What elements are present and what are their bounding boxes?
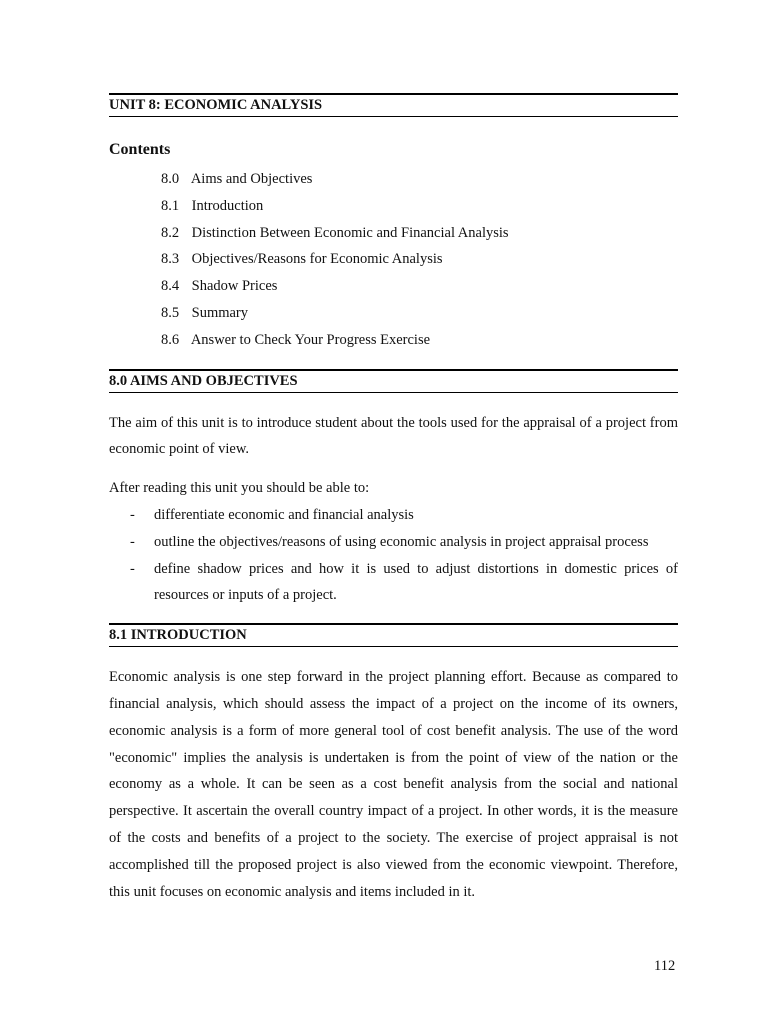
toc-label: Introduction — [191, 197, 264, 214]
aims-paragraph: The aim of this unit is to introduce student about the tools used for the appraisal of a project from economic point of view. — [109, 414, 678, 458]
toc-number: 8.5 — [161, 304, 180, 321]
toc-item — [161, 166, 678, 193]
contents-title: Contents — [109, 141, 171, 158]
toc-number: 8.1 — [161, 197, 180, 214]
aims-lead-text: After reading this unit you should be able to: — [109, 480, 370, 497]
toc-number: 8.0 — [161, 171, 180, 187]
section-heading-aims: 8.0 AIMS AND OBJECTIVES — [109, 369, 678, 393]
list-item-text: differentiate economic and financial analysis — [154, 506, 414, 523]
toc-label: Objectives/Reasons for Economic Analysis — [191, 251, 443, 268]
bullet-dash: - — [130, 560, 135, 577]
document-page — [109, 93, 678, 905]
toc-number: 8.6 — [161, 331, 180, 348]
bullet-dash: - — [130, 533, 135, 550]
toc-label: Shadow Prices — [191, 278, 278, 295]
toc-item — [161, 220, 678, 247]
objectives-list — [109, 502, 678, 609]
toc-label: Summary — [191, 304, 249, 321]
toc-item — [161, 273, 678, 300]
toc-number: 8.2 — [161, 224, 180, 241]
page-number: 112 — [654, 958, 676, 974]
unit-heading: UNIT 8: ECONOMIC ANALYSIS — [109, 93, 678, 117]
bullet-dash: - — [130, 506, 135, 523]
list-item-text: outline the objectives/reasons of using economic analysis in project appraisal process — [154, 533, 649, 550]
list-item-text: define shadow prices and how it is used to adjust distortions in domestic prices of resources or inputs of a project. — [154, 560, 678, 604]
table-of-contents — [161, 166, 678, 354]
list-item — [109, 529, 678, 556]
introduction-paragraph: Economic analysis is one step forward in the project planning effort. Because as compared to financial analysis, which should assess the impact of a project on the income of its owners, economic analysis is a form of more general tool of cost benefit analysis. The use of the word "economic" implies the analysis is undertaken is from the point of view of the nation or the economy as a whole. It can be seen as a cost benefit analysis from the social and national perspective. It ascertain the overall country impact of a project. In other words, it is the measure of the costs and benefits of a project to the society. The exercise of project appraisal is not accomplished till the proposed project is also viewed from the economic viewpoint. Therefore, this unit focuses on economic analysis and items included in it. — [109, 669, 678, 900]
toc-number: 8.4 — [161, 278, 180, 295]
list-item — [109, 556, 678, 610]
list-item — [109, 502, 678, 529]
section-heading-introduction: 8.1 INTRODUCTION — [109, 623, 678, 647]
toc-item — [161, 300, 678, 327]
toc-item — [161, 193, 678, 220]
toc-label: Distinction Between Economic and Financial Analysis — [191, 224, 509, 241]
toc-label: Answer to Check Your Progress Exercise — [190, 331, 431, 348]
toc-item — [161, 246, 678, 273]
toc-item — [161, 327, 678, 354]
toc-label: Aims and Objectives — [190, 171, 313, 187]
toc-number: 8.3 — [161, 251, 180, 268]
